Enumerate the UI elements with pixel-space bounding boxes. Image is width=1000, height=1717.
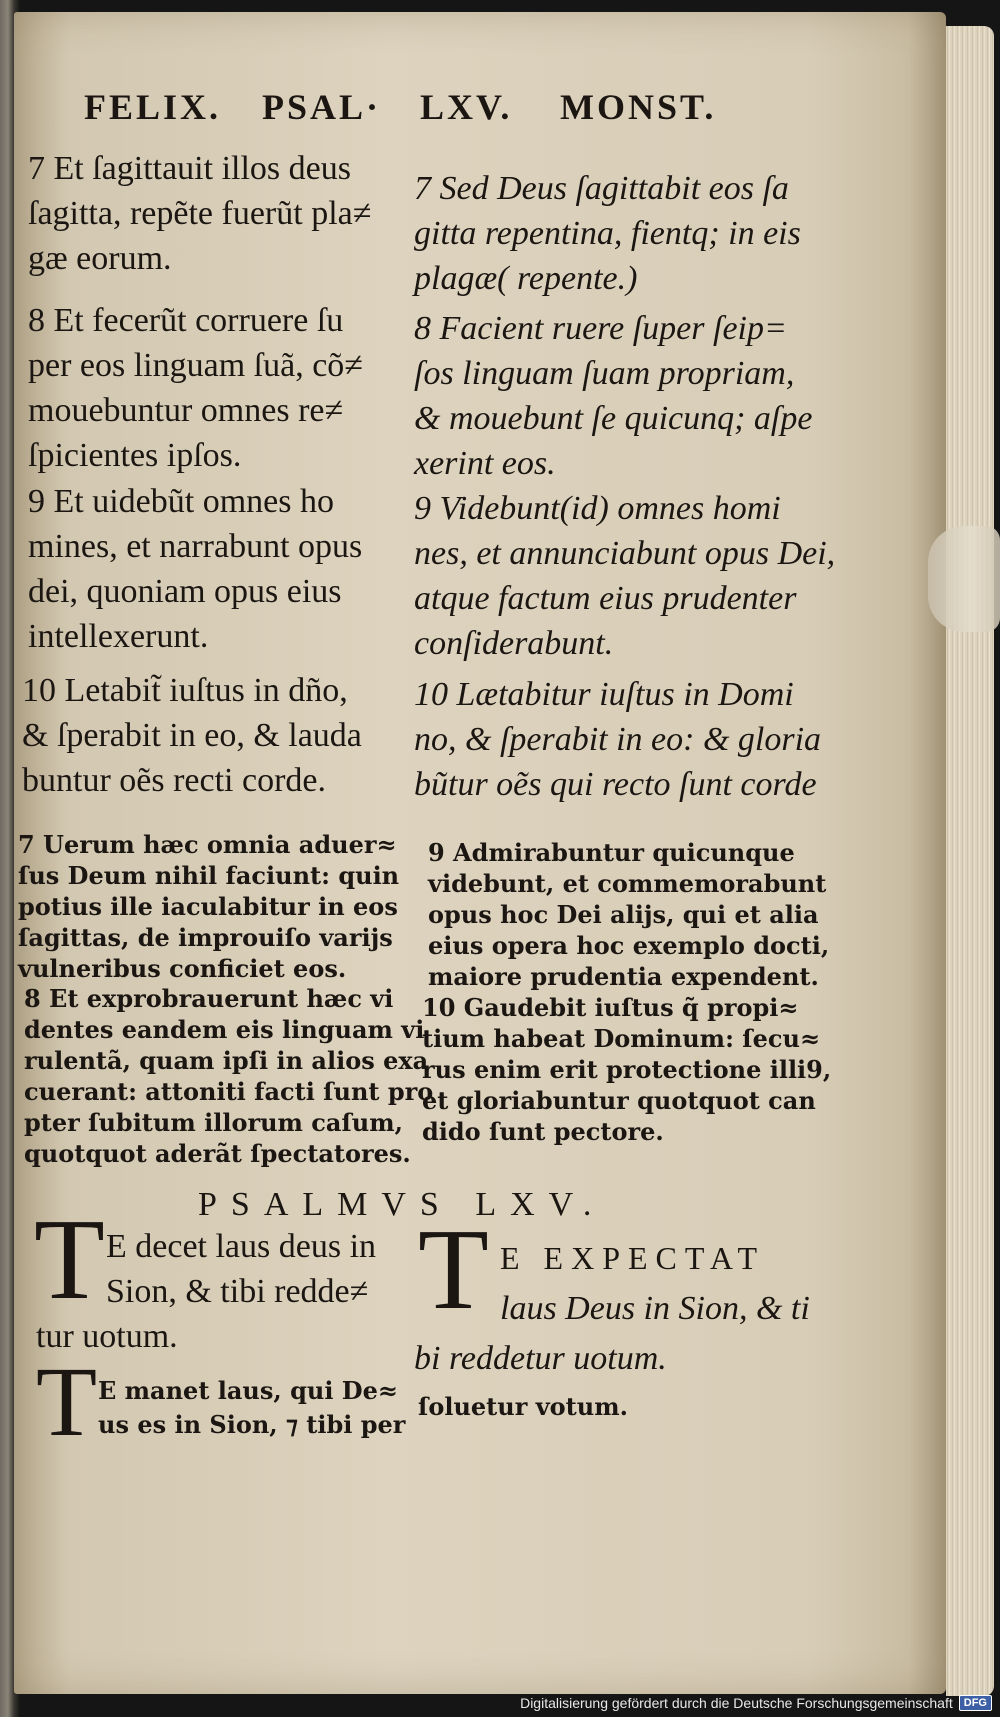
text-line: rus enim erit protectione illi9, (422, 1055, 832, 1084)
text-line: videbunt, et commemorabunt (428, 869, 827, 898)
text-line: ſpicientes ipſos. (28, 437, 242, 474)
text-line: buntur oẽs recti corde. (22, 762, 326, 799)
text-line: 8 Et exprobrauerunt hæc vi (24, 984, 394, 1013)
text-line: ſoluetur votum. (418, 1392, 628, 1421)
text-line: rulentã, quam ipſi in alios exa (24, 1046, 429, 1075)
text-line: nes, et annunciabunt opus Dei, (414, 535, 836, 572)
text-line: opus hoc Dei alijs, qui et alia (428, 900, 819, 929)
text-line: bi reddetur uotum. (414, 1340, 667, 1377)
header-lxv: LXV. (420, 87, 513, 127)
page-edges (946, 26, 994, 1696)
text-line: tium habeat Dominum: ſecu≈ (422, 1024, 821, 1053)
text-line: Sion, & tibi redde≠ (106, 1273, 369, 1310)
text-line: 7 Uerum hæc omnia aduer≈ (18, 830, 397, 859)
header-felix: FELIX. (84, 87, 222, 127)
text-line: laus Deus in Sion, & ti (500, 1290, 810, 1327)
text-line: & ſperabit in eo, & lauda (22, 717, 362, 754)
text-line: conſiderabunt. (414, 625, 614, 662)
text-line: ſagittas, de improuiſo varijs (18, 923, 393, 952)
text-line: ſagitta, repẽte fuerũt pla≠ (28, 195, 372, 232)
text-line: bũtur oẽs qui recto ſunt corde (414, 766, 817, 803)
text-line: no, & ſperabit in eo: & gloria (414, 721, 822, 758)
text-line: tur uotum. (36, 1318, 178, 1355)
header-psal: PSAL· (262, 87, 382, 127)
text-line: mines, et narrabunt opus (28, 528, 363, 565)
text-line: pter ſubitum illorum caſum, (24, 1108, 403, 1137)
text-line: 8 Et fecerũt corruere ſu (28, 302, 344, 339)
text-line: & mouebunt ſe quicunq; aſpe (414, 400, 813, 437)
text-line: 9 Et uidebũt omnes ho (28, 483, 334, 520)
text-line: 7 Sed Deus ſagittabit eos ſa (414, 170, 789, 207)
text-line: atque factum eius prudenter (414, 580, 797, 617)
page-fold-tab (928, 526, 1000, 632)
text-line: 9 Admirabuntur quicunque (428, 838, 795, 867)
text-line: E decet laus deus in (106, 1228, 377, 1265)
psalm-title: PSALMVS LXV. (198, 1186, 606, 1223)
text-line: 10 Letabit̃ iuſtus in dño, (22, 672, 348, 709)
text-line: quotquot aderãt ſpectatores. (24, 1139, 411, 1168)
header-monst: MONST. (560, 87, 717, 127)
text-line: dei, quoniam opus eius (28, 573, 342, 610)
drop-cap: T (418, 1206, 489, 1334)
text-line: ſus Deum nihil faciunt: quin (18, 861, 400, 890)
text-line: et gloriabuntur quotquot can (422, 1086, 816, 1115)
text-line: cuerant: attoniti facti ſunt pro (24, 1077, 434, 1106)
text-line: gæ eorum. (28, 240, 172, 277)
text-line: E EXPECTAT (500, 1240, 765, 1276)
text-line: ſos linguam ſuam propriam, (414, 355, 795, 392)
text-line: 9 Videbunt(id) omnes homi (414, 490, 781, 527)
text-line: eius opera hoc exemplo docti, (428, 931, 830, 960)
dfg-logo: DFG (959, 1695, 992, 1711)
text-line: dido ſunt pectore. (422, 1117, 664, 1146)
text-line: dentes eandem eis linguam vi (24, 1015, 425, 1044)
text-line: 10 Gaudebit iuſtus q̃ propi≈ (422, 993, 799, 1022)
credit-text: Digitalisierung gefördert durch die Deutsche Forschungsgemeinschaft (520, 1695, 953, 1711)
digitization-credit (520, 1693, 992, 1713)
text-line: 8 Facient ruere ſuper ſeip= (414, 310, 787, 347)
text-line: intellexerunt. (28, 618, 209, 655)
text-line: us es in Sion, ⁊ tibi per (98, 1410, 406, 1439)
text-line: E manet laus, qui De≈ (98, 1376, 398, 1405)
text-line: xerint eos. (414, 445, 556, 482)
text-line: mouebuntur omnes re≠ (28, 392, 344, 429)
drop-cap: T (34, 1196, 105, 1324)
text-line: 10 Lætabitur iuſtus in Domi (414, 676, 794, 713)
text-line: gitta repentina, fientq; in eis (414, 215, 801, 252)
text-line: per eos linguam ſuã, cõ≠ (28, 347, 363, 384)
text-line: maiore prudentia expendent. (428, 962, 819, 991)
text-line: plagæ( repente.) (414, 260, 638, 297)
text-line: potius ille iaculabitur in eos (18, 892, 398, 921)
drop-cap: T (36, 1346, 98, 1457)
text-line: 7 Et ſagittauit illos deus (28, 150, 351, 187)
text-line: vulneribus conficiet eos. (18, 954, 347, 983)
